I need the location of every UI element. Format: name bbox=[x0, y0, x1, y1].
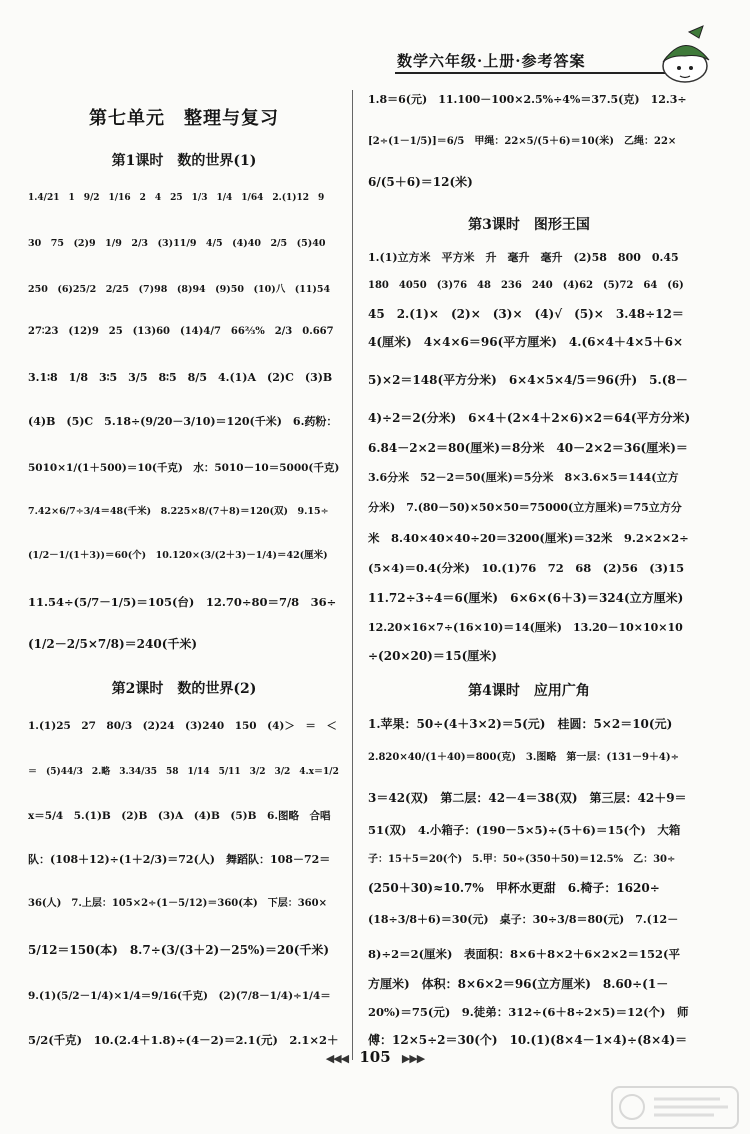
lesson2-line: x＝5/4 5.(1)B (2)B (3)A (4)B (5)B 6.图略 合唱 bbox=[28, 810, 331, 822]
lesson3-line: 米 8.40×40×40÷20＝3200(厘米)＝32米 9.2×2×2÷ bbox=[368, 531, 689, 545]
lesson1-line: 30 75 (2)9 1/9 2/3 (3)11/9 4/5 (4)40 2/5 (5)40 bbox=[28, 238, 326, 249]
lesson1-line: 7.42×6/7÷3/4＝48(千米) 8.225×8/(7＋8)＝120(双) 9.15÷ bbox=[28, 506, 329, 517]
lesson4-line: 2.820×40/(1＋40)＝800(克) 3.图略 第一层：(131－9＋4)÷ bbox=[368, 752, 680, 763]
lesson3-line: 12.20×16×7÷(16×10)＝14(厘米) 13.20－10×10×10 bbox=[368, 621, 683, 634]
continued-line: 6/(5＋6)＝12(米) bbox=[368, 175, 473, 189]
lesson4-line: 8)÷2＝2(厘米) 表面积：8×6＋8×2＋6×2×2＝152(平 bbox=[368, 947, 680, 961]
lesson3-line: 45 2.(1)× (2)× (3)× (4)√ (5)× 3.48÷12＝ bbox=[368, 307, 684, 321]
watermark-stamp-icon bbox=[610, 1085, 740, 1130]
lesson2-line: 5/12＝150(本) 8.7÷(3/(3＋2)－25%)＝20(千米) bbox=[28, 943, 330, 957]
lesson1-title: 第1课时 数的世界(1) bbox=[111, 153, 257, 169]
lesson2-title: 第2课时 数的世界(2) bbox=[111, 681, 257, 697]
lesson1-line: 5010×1/(1＋500)＝10(千克) 水：5010－10＝5000(千克) bbox=[28, 462, 340, 474]
lesson1-line: 1.4/21 1 9/2 1/16 2 4 25 1/3 1/4 1/64 2.(1)12 9 bbox=[28, 193, 325, 203]
lesson1-line: (1/2－2/5×7/8)＝240(千米) bbox=[28, 637, 198, 651]
lesson4-line: (250＋30)≈10.7% 甲杯水更甜 6.椅子：1620÷ bbox=[368, 881, 660, 895]
column-divider bbox=[352, 90, 353, 1060]
lesson4-line: 1.苹果：50÷(4＋3×2)＝5(元) 桂圆：5×2＝10(元) bbox=[368, 717, 673, 731]
lesson3-title: 第3课时 图形王国 bbox=[468, 217, 590, 233]
lesson3-line: 4(厘米) 4×4×6＝96(平方厘米) 4.(6×4＋4×5＋6× bbox=[368, 335, 684, 349]
lesson3-line: 1.(1)立方米 平方米 升 毫升 毫升 (2)58 800 0.45 bbox=[368, 251, 679, 264]
lesson1-line: (4)B (5)C 5.18÷(9/20－3/10)＝120(千米) 6.药粉： bbox=[28, 415, 338, 428]
lesson3-line: (5×4)＝0.4(分米) 10.(1)76 72 68 (2)56 (3)15 bbox=[368, 561, 685, 575]
lesson3-line: 5)×2＝148(平方分米) 6×4×5×4/5＝96(升) 5.(8－ bbox=[368, 373, 688, 387]
lesson4-line: 方厘米) 体积：8×6×2＝96(立方厘米) 8.60÷(1－ bbox=[368, 977, 669, 991]
lesson1-line: 27∶23 (12)9 25 (13)60 (14)4/7 66⅔% 2/3 0.667 bbox=[28, 326, 334, 337]
lesson3-line: 4)÷2＝2(分米) 6×4＋(2×4＋2×6)×2＝64(平方分米) bbox=[368, 411, 691, 425]
lesson3-line: ÷(20×20)＝15(厘米) bbox=[368, 649, 497, 663]
prev-arrows-icon: ◀◀◀ bbox=[325, 1052, 349, 1065]
lesson2-line: 36(人) 7.上层：105×2÷(1－5/12)＝360(本) 下层：360× bbox=[28, 898, 327, 909]
lesson1-line: 3.1∶8 1/8 3∶5 3/5 8∶5 8/5 4.(1)A (2)C (3)B bbox=[28, 371, 333, 384]
lesson2-line: 队：(108＋12)÷(1＋2/3)＝72(人) 舞蹈队：108－72＝ bbox=[28, 853, 331, 866]
lesson3-line: 180 4050 (3)76 48 236 240 (4)62 (5)72 64 (6) bbox=[368, 280, 684, 291]
lesson2-line: ＝ (5)44/3 2.略 3.34/35 58 1/14 5/11 3/2 3/2 4.x＝1/2 bbox=[28, 767, 339, 777]
unit-title: 第七单元 整理与复习 bbox=[89, 108, 279, 129]
next-arrows-icon: ▶▶▶ bbox=[401, 1052, 425, 1065]
page-footer bbox=[0, 1048, 750, 1066]
lesson3-line: 6.84－2×2＝80(厘米)＝8分米 40－2×2＝36(厘米)＝ bbox=[368, 441, 688, 455]
lesson4-title: 第4课时 应用广角 bbox=[468, 683, 590, 699]
lesson4-line: 51(双) 4.小箱子：(190－5×5)÷(5＋6)＝15(个) 大箱 bbox=[368, 823, 681, 837]
running-header: 数学六年级·上册·参考答案 bbox=[397, 52, 586, 70]
header-rule bbox=[395, 72, 665, 74]
lesson3-line: 3.6分米 52－2＝50(厘米)＝5分米 8×3.6×5＝144(立方 bbox=[368, 471, 679, 484]
lesson4-line: 3＝42(双) 第二层：42－4＝38(双) 第三层：42＋9＝ bbox=[368, 791, 687, 805]
lesson4-line: 20%)＝75(元) 9.徒弟：312÷(6＋8÷2×5)＝12(个) 师 bbox=[368, 1005, 689, 1019]
lesson3-line: 分米) 7.(80－50)×50×50＝75000(立方厘米)＝75立方分 bbox=[368, 501, 682, 514]
continued-line: 1.8＝6(元) 11.100－100×2.5%÷4%＝37.5(克) 12.3÷ bbox=[368, 93, 687, 106]
lesson4-line: 傅：12×5÷2＝30(个) 10.(1)(8×4－1×4)÷(8×4)＝ bbox=[368, 1033, 688, 1047]
lesson1-line: (1/2－1/(1＋3))＝60(个) 10.120×(3/(2＋3)－1/4)＝42(厘米) bbox=[28, 550, 328, 561]
lesson4-line: (18÷3/8＋6)＝30(元) 桌子：30÷3/8＝80(元) 7.(12－ bbox=[368, 913, 679, 926]
lesson2-line: 9.(1)(5/2－1/4)×1/4＝9/16(千克) (2)(7/8－1/4)÷1/4＝ bbox=[28, 990, 331, 1002]
lesson1-line: 11.54÷(5/7－1/5)＝105(台) 12.70÷80＝7/8 36÷ bbox=[28, 595, 337, 609]
page-number: 105 bbox=[359, 1048, 391, 1066]
continued-line: [2÷(1－1/5)]＝6/5 甲绳：22×5/(5＋6)＝10(米) 乙绳：22× bbox=[368, 136, 677, 147]
lesson4-line: 子：15＋5＝20(个) 5.甲：50÷(350＋50)＝12.5% 乙：30÷ bbox=[368, 854, 676, 865]
lesson1-line: 250 (6)25/2 2/25 (7)98 (8)94 (9)50 (10)八 (11)54 bbox=[28, 284, 331, 295]
lesson3-line: 11.72÷3÷4＝6(厘米) 6×6×(6＋3)＝324(立方厘米) bbox=[368, 591, 684, 605]
lesson2-line: 5/2(千克) 10.(2.4＋1.8)÷(4－2)＝2.1(元) 2.1×2＋ bbox=[28, 1033, 339, 1047]
mascot-icon bbox=[655, 22, 717, 92]
lesson2-line: 1.(1)25 27 80/3 (2)24 (3)240 150 (4)＞ ＝ ＜ bbox=[28, 720, 337, 732]
